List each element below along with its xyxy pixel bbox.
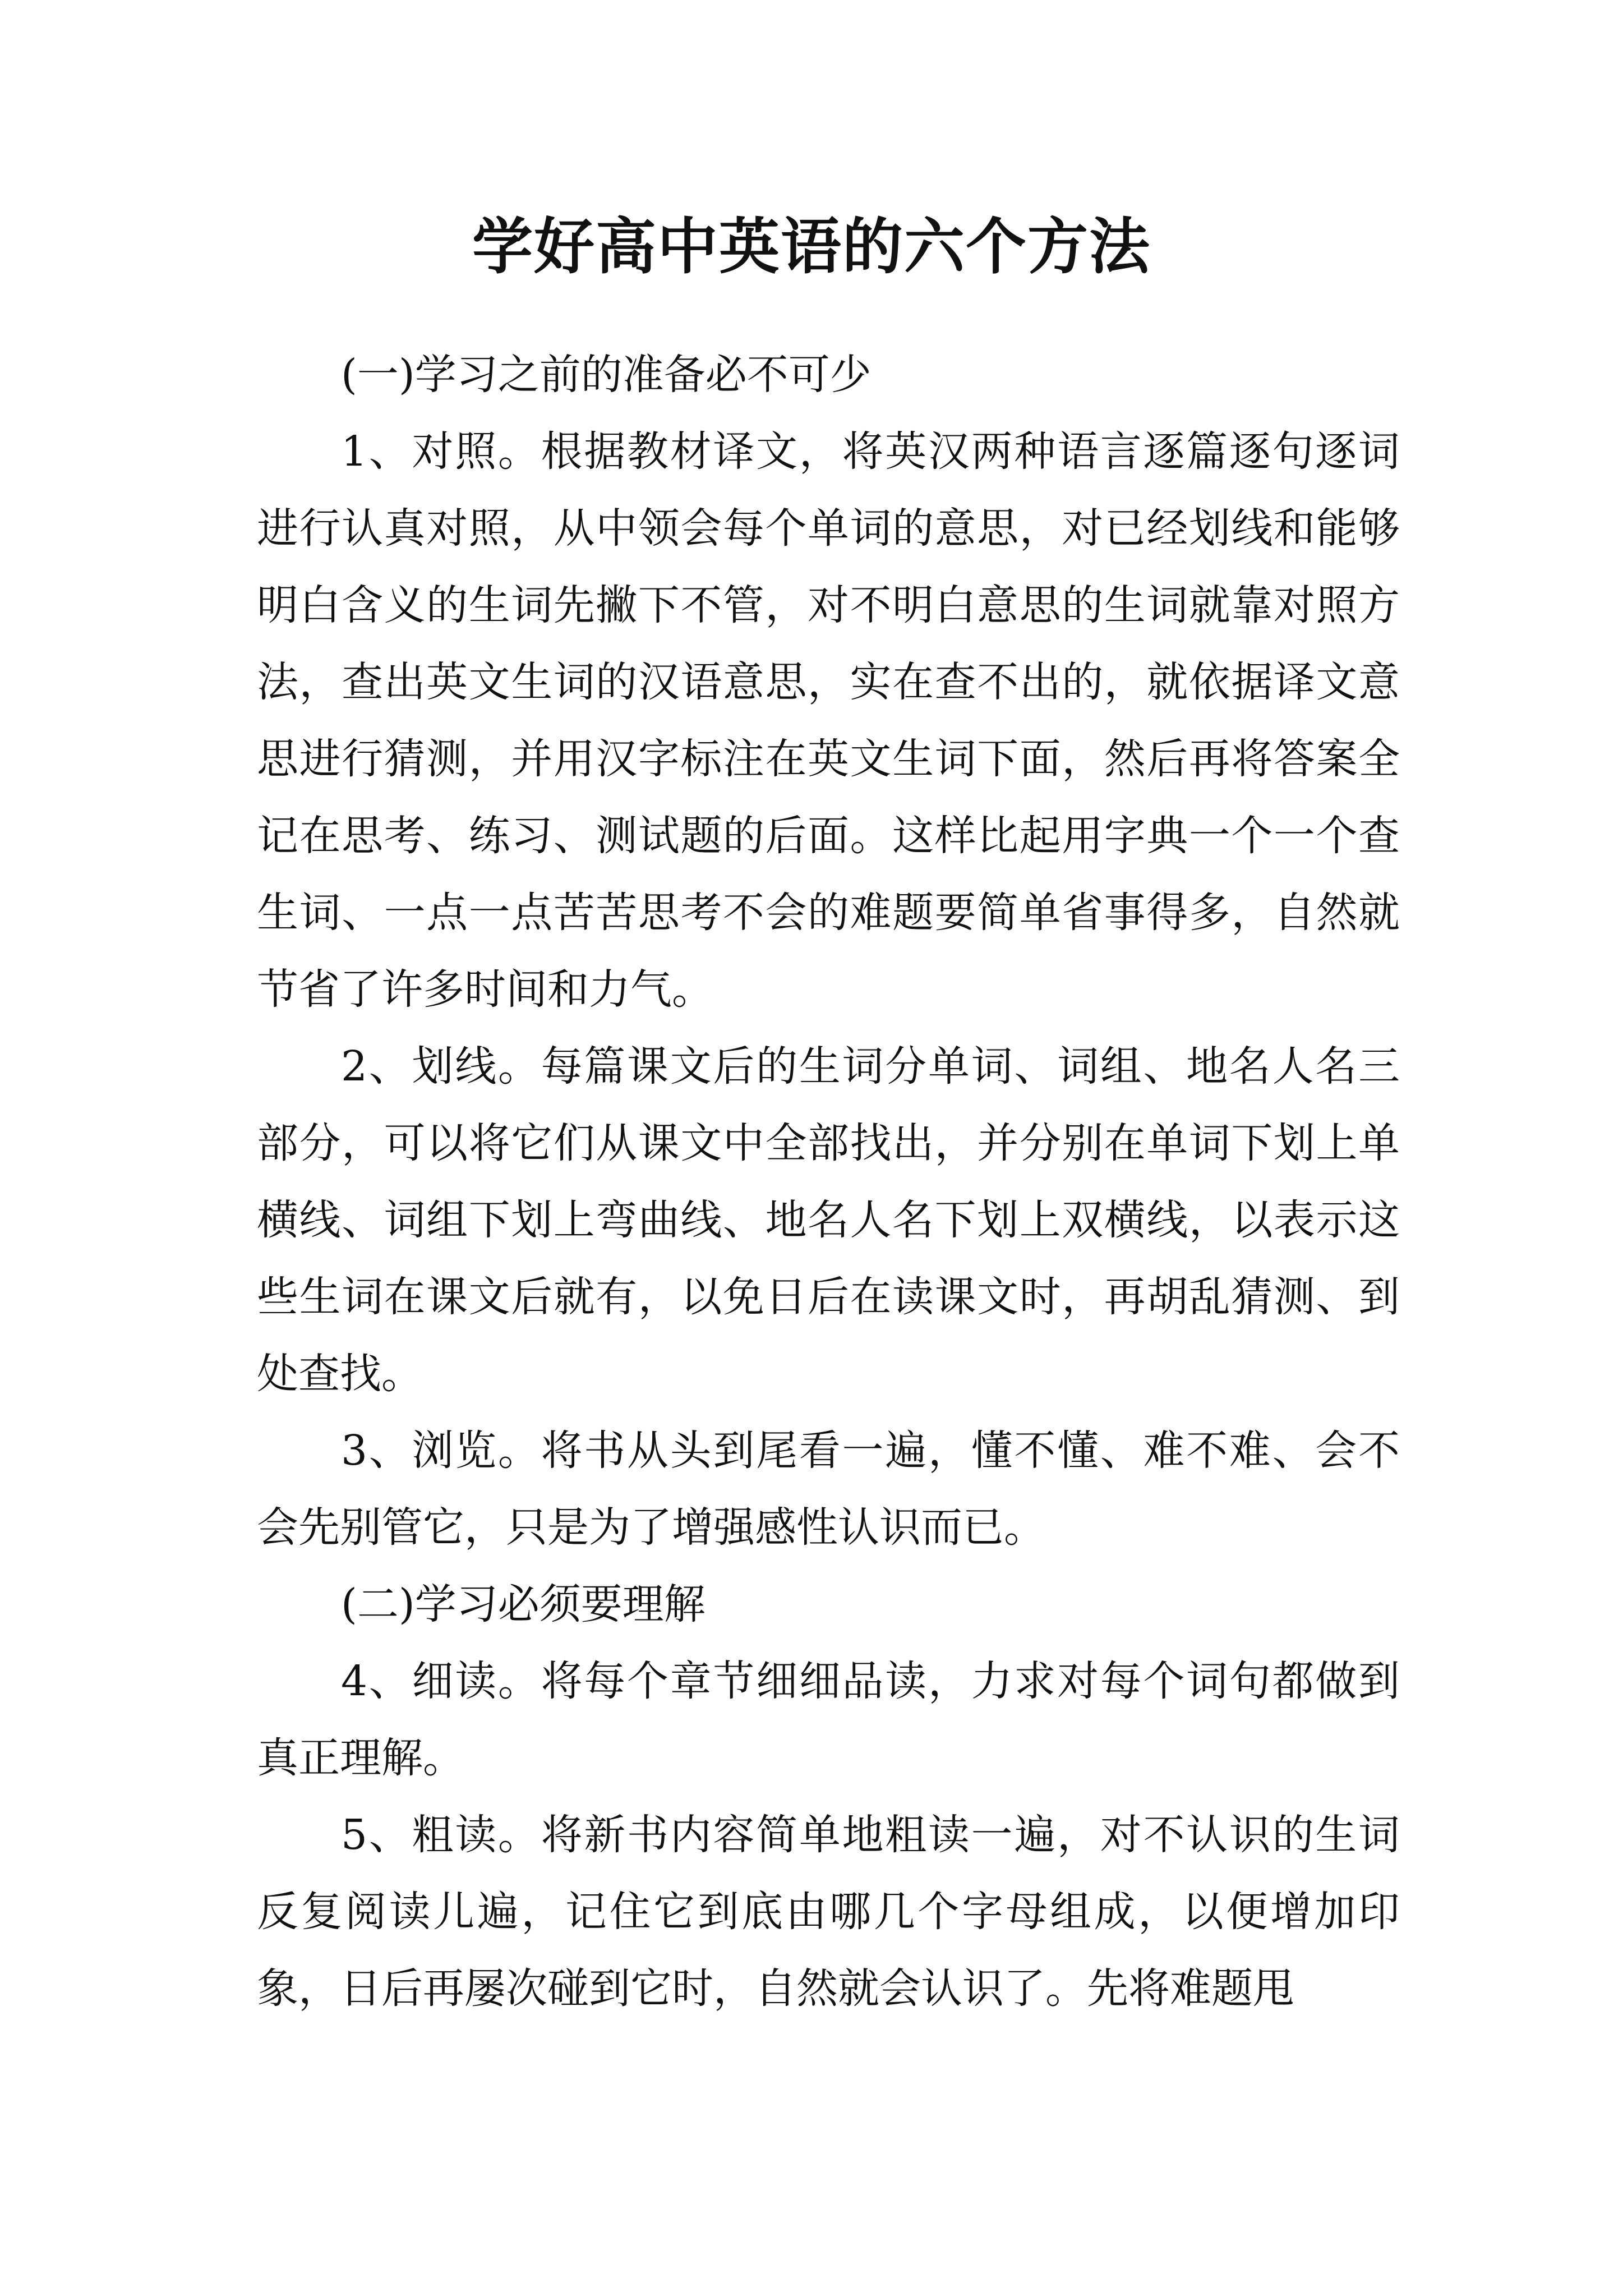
document-body	[257, 337, 1400, 2027]
section-heading-1: (一)学习之前的准备必不可少	[341, 351, 872, 399]
paragraph-compare: 1、对照。根据教材译文，将英汉两种语言逐篇逐句逐词进行认真对照，从中领会每个单词的意思，对已经划线和能够明白含义的生词先撇下不管，对不明白意思的生词就靠对照方法，查出英文生词的汉语意思，实在查不出的，就依据译文意思进行猜测，并用汉字标注在英文生词下面，然后再将答案全记在思考、练习、测试题的后面。这样比起用字典一个一个查生词、一点一点苦苦思考不会的难题要简单省事得多，自然就节省了许多时间和力气。	[257, 427, 1400, 1014]
document-title: 学好高中英语的六个方法	[472, 211, 1151, 282]
paragraph-close-reading: 4、细读。将每个章节细细品读，力求对每个词句都做到真正理解。	[257, 1657, 1400, 1782]
paragraph-underline: 2、划线。每篇课文后的生词分单词、词组、地名人名三部分，可以将它们从课文中全部找出，并分别在单词下划上单横线、词组下划上弯曲线、地名人名下划上双横线，以表示这些生词在课文后就有，以免日后在读课文时，再胡乱猜测、到处查找。	[257, 1042, 1400, 1398]
paragraph-browse: 3、浏览。将书从头到尾看一遍，懂不懂、难不难、会不会先别管它，只是为了增强感性认识而已。	[257, 1427, 1400, 1552]
paragraph-rough-reading: 5、粗读。将新书内容简单地粗读一遍，对不认识的生词反复阅读儿遍，记住它到底由哪几个字母组成，以便增加印象，日后再屡次碰到它时，自然就会认识了。先将难题甩	[257, 1811, 1400, 2013]
section-heading-2: (二)学习必须要理解	[341, 1580, 706, 1628]
